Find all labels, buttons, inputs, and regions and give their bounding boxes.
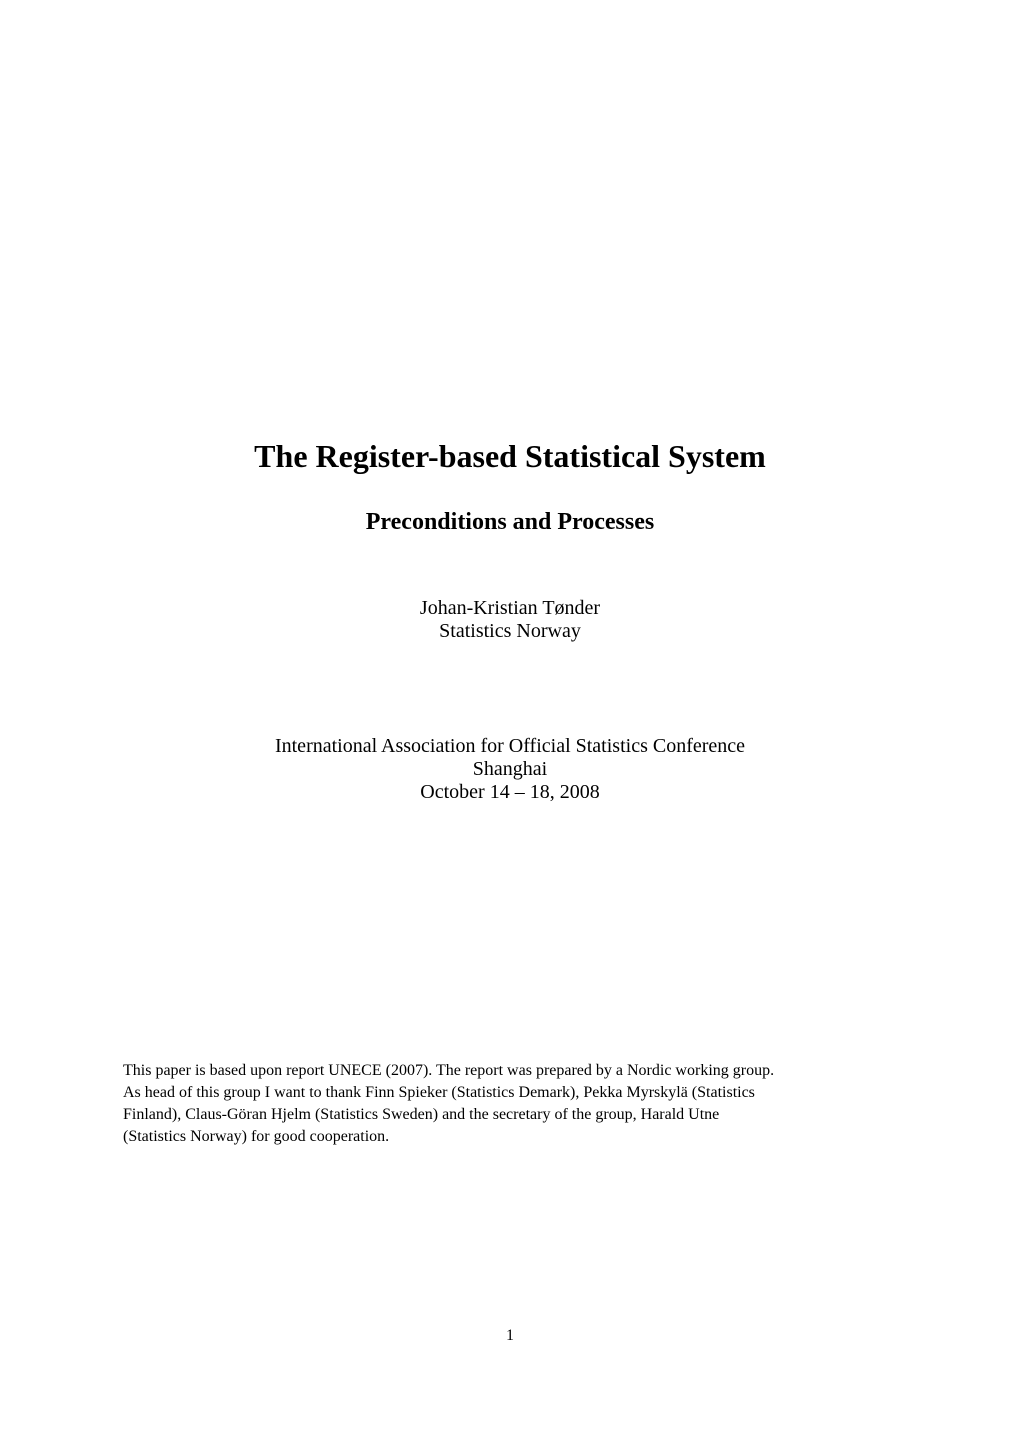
conference-location: Shanghai bbox=[472, 758, 548, 780]
document-title: The Register-based Statistical System bbox=[254, 438, 766, 474]
page-number: 1 bbox=[506, 1327, 514, 1344]
acknowledgement-line: As head of this group I want to thank Finn Spieker (Statistics Demark), Pekka Myrskylä (Statistics bbox=[123, 1084, 755, 1101]
acknowledgement-line: (Statistics Norway) for good cooperation. bbox=[123, 1128, 390, 1145]
conference-dates: October 14 – 18, 2008 bbox=[420, 781, 600, 803]
acknowledgement-paragraph bbox=[123, 1060, 903, 1148]
document-subtitle: Preconditions and Processes bbox=[365, 509, 655, 535]
author-affiliation: Statistics Norway bbox=[439, 620, 581, 642]
conference-name: International Association for Official Statistics Conference bbox=[274, 735, 746, 757]
acknowledgement-line: Finland), Claus-Göran Hjelm (Statistics Sweden) and the secretary of the group, Harald Utne bbox=[123, 1106, 720, 1123]
acknowledgement-line: This paper is based upon report UNECE (2007). The report was prepared by a Nordic working group. bbox=[123, 1062, 775, 1079]
author-block bbox=[0, 597, 1020, 643]
author-name: Johan-Kristian Tønder bbox=[419, 597, 601, 619]
conference-block bbox=[0, 735, 1020, 804]
